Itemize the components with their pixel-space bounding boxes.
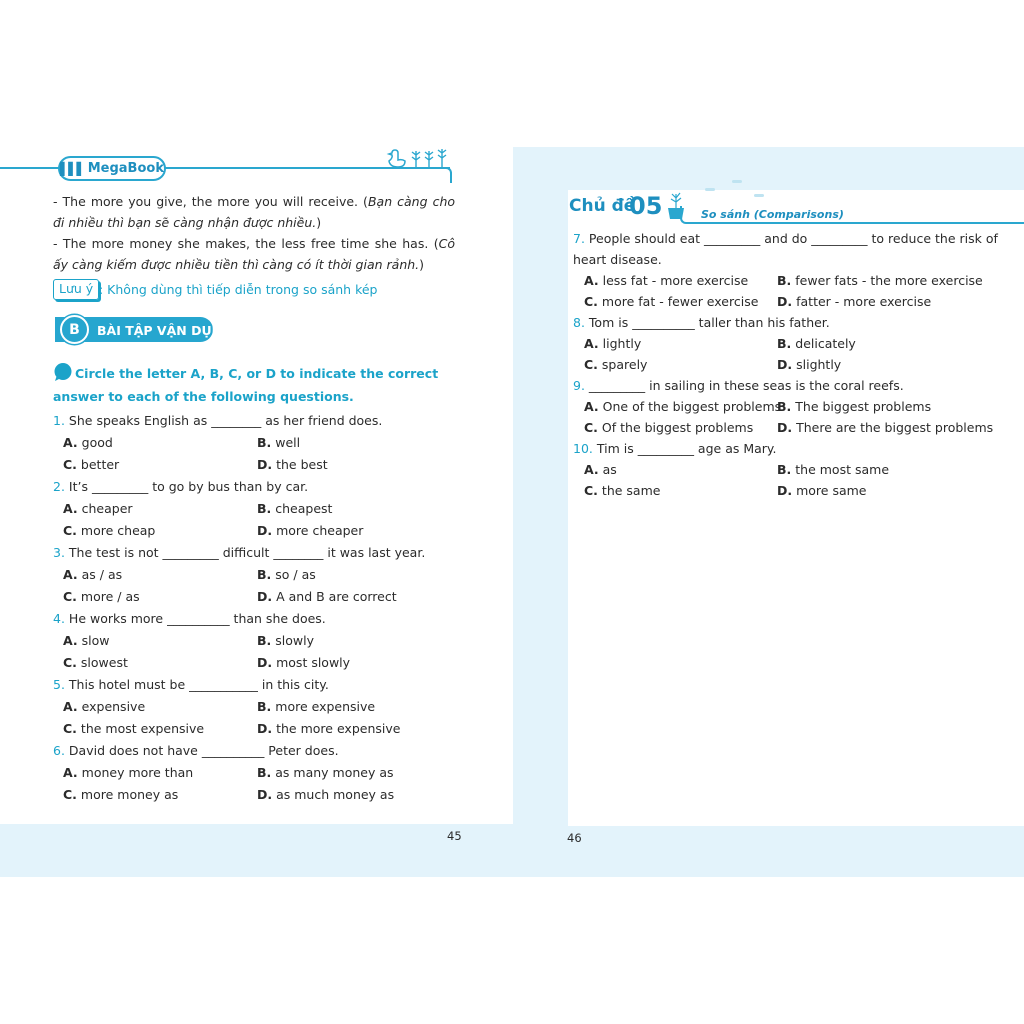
option-text: more cheaper — [276, 523, 364, 538]
page-number-left: 45 — [447, 829, 462, 843]
question-8-option-a[interactable] — [584, 338, 641, 351]
option-letter: D. — [257, 655, 273, 670]
question-4-option-b[interactable] — [257, 635, 314, 648]
question-8-option-b[interactable] — [777, 338, 856, 351]
option-text: better — [80, 457, 120, 472]
option-text: money more than — [81, 765, 194, 780]
option-text: less fat - more exercise — [602, 273, 749, 288]
footer-band — [0, 824, 1024, 877]
question-10-option-c[interactable] — [584, 485, 660, 498]
option-text: fatter - more exercise — [796, 294, 932, 309]
decor-dash — [754, 194, 764, 197]
question-9-option-d[interactable] — [777, 422, 993, 435]
question-number: 6. — [53, 743, 65, 758]
option-letter: C. — [63, 523, 77, 538]
question-6-option-a[interactable] — [63, 767, 193, 780]
option-letter: C. — [584, 420, 598, 435]
option-letter: B. — [257, 567, 272, 582]
option-letter: C. — [584, 357, 598, 372]
question-text: People should eat _________ and do _________ to reduce the risk of — [588, 231, 998, 246]
question-7-option-a[interactable] — [584, 275, 748, 288]
example-2-vietnamese: Cô ấy càng kiếm được nhiều tiền thì càng có ít thời gian rảnh. — [53, 236, 455, 272]
option-text: more same — [796, 483, 867, 498]
option-text: as / as — [81, 567, 123, 582]
example-1-vietnamese: Bạn càng cho đi nhiều thì bạn sẽ càng nhận được nhiều. — [53, 194, 456, 230]
question-text: The test is not _________ difficult ________ it was last year. — [68, 545, 426, 560]
option-letter: B. — [257, 765, 272, 780]
question-number: 8. — [573, 315, 585, 330]
option-text: Of the biggest problems — [601, 420, 754, 435]
option-text: delicately — [795, 336, 856, 351]
page-number-right: 46 — [567, 831, 582, 845]
option-text: the same — [601, 483, 661, 498]
option-letter: D. — [257, 589, 273, 604]
option-letter: B. — [257, 435, 272, 450]
question-9-stem — [573, 380, 904, 393]
question-text: This hotel must be ___________ in this city. — [68, 677, 329, 692]
brand-name: MegaBook — [87, 161, 164, 176]
question-8-option-d[interactable] — [777, 359, 841, 372]
option-letter: C. — [584, 294, 598, 309]
option-text: the most same — [795, 462, 890, 477]
instruction-text: Circle the letter A, B, C, or D to indicate the correct answer to each of the following questions. — [53, 366, 439, 404]
option-letter: A. — [584, 462, 599, 477]
decor-dash — [732, 180, 742, 183]
question-4-stem — [53, 613, 326, 626]
question-number: 9. — [573, 378, 585, 393]
question-7-option-d[interactable] — [777, 296, 931, 309]
question-10-option-a[interactable] — [584, 464, 617, 477]
question-number: 3. — [53, 545, 65, 560]
question-6-option-c[interactable] — [63, 789, 178, 802]
question-10-stem — [573, 443, 777, 456]
option-letter: D. — [777, 294, 793, 309]
option-letter: B. — [777, 336, 792, 351]
option-letter: A. — [63, 699, 78, 714]
option-text: cheaper — [81, 501, 133, 516]
option-text: There are the biggest problems — [796, 420, 994, 435]
question-number: 5. — [53, 677, 65, 692]
question-text: David does not have __________ Peter does. — [68, 743, 339, 758]
option-letter: C. — [63, 787, 77, 802]
option-letter: D. — [777, 357, 793, 372]
option-letter: A. — [584, 399, 599, 414]
option-letter: A. — [63, 501, 78, 516]
option-text: good — [81, 435, 113, 450]
option-text: as — [602, 462, 617, 477]
question-8-option-c[interactable] — [584, 359, 647, 372]
question-text: Tom is __________ taller than his father. — [588, 315, 830, 330]
question-3-option-a[interactable] — [63, 569, 122, 582]
option-text: as many money as — [275, 765, 394, 780]
option-text: cheapest — [275, 501, 333, 516]
plant-icon — [412, 149, 446, 167]
question-1-option-b[interactable] — [257, 437, 300, 450]
example-2 — [53, 233, 455, 275]
question-text: _________ in sailing in these seas is the coral reefs. — [588, 378, 904, 393]
option-letter: B. — [777, 399, 792, 414]
question-text: It’s _________ to go by bus than by car. — [68, 479, 309, 494]
example-2-english: - The more money she makes, the less free time she has. ( — [53, 236, 439, 251]
option-text: fewer fats - the more exercise — [795, 273, 983, 288]
option-letter: D. — [777, 483, 793, 498]
question-5-option-a[interactable] — [63, 701, 145, 714]
question-2-option-c[interactable] — [63, 525, 155, 538]
option-text: lightly — [602, 336, 642, 351]
question-7-option-b[interactable] — [777, 275, 983, 288]
option-text: The biggest problems — [795, 399, 932, 414]
option-text: more money as — [80, 787, 179, 802]
option-letter: D. — [257, 721, 273, 736]
option-text: expensive — [81, 699, 146, 714]
question-2-option-a[interactable] — [63, 503, 133, 516]
question-1-option-c[interactable] — [63, 459, 119, 472]
example-1 — [53, 191, 455, 233]
question-1-option-a[interactable] — [63, 437, 113, 450]
question-5-option-b[interactable] — [257, 701, 375, 714]
option-letter: C. — [63, 655, 77, 670]
option-letter: A. — [63, 567, 78, 582]
question-7-stem — [573, 233, 998, 246]
question-number: 4. — [53, 611, 65, 626]
question-3-option-b[interactable] — [257, 569, 316, 582]
option-text: slowest — [80, 655, 128, 670]
option-text: slowly — [275, 633, 314, 648]
option-letter: D. — [777, 420, 793, 435]
question-10-option-b[interactable] — [777, 464, 889, 477]
question-7-option-c[interactable] — [584, 296, 758, 309]
option-text: the best — [276, 457, 328, 472]
question-4-option-a[interactable] — [63, 635, 110, 648]
option-text: more expensive — [275, 699, 376, 714]
brand-logo — [58, 156, 166, 181]
option-text: A and B are correct — [276, 589, 397, 604]
note-text: : Không dùng thì tiếp diễn trong so sánh kép — [99, 282, 378, 297]
question-1-option-d[interactable] — [257, 459, 328, 472]
brand-mark-icon: ▌▌▌ — [60, 161, 85, 176]
example-2-close: ) — [419, 257, 425, 272]
topic-rule — [686, 222, 1024, 224]
option-text: more / as — [80, 589, 140, 604]
option-letter: B. — [257, 699, 272, 714]
question-9-option-b[interactable] — [777, 401, 931, 414]
option-letter: A. — [63, 765, 78, 780]
question-4-option-c[interactable] — [63, 657, 128, 670]
option-letter: B. — [777, 462, 792, 477]
question-2-option-b[interactable] — [257, 503, 332, 516]
instruction — [53, 362, 463, 408]
option-letter: C. — [63, 589, 77, 604]
question-2-stem — [53, 481, 308, 494]
question-1-stem — [53, 415, 382, 428]
option-text: so / as — [275, 567, 316, 582]
duck-plant-decoration — [386, 145, 452, 169]
option-text: slow — [81, 633, 110, 648]
question-text: Tim is _________ age as Mary. — [596, 441, 777, 456]
question-10-option-d[interactable] — [777, 485, 867, 498]
note-label: Lưu ý — [53, 279, 99, 300]
option-text: sparely — [601, 357, 648, 372]
option-text: more cheap — [80, 523, 156, 538]
question-8-stem — [573, 317, 830, 330]
question-9-option-c[interactable] — [584, 422, 753, 435]
question-3-option-d[interactable] — [257, 591, 397, 604]
question-number: 2. — [53, 479, 65, 494]
question-5-option-d[interactable] — [257, 723, 400, 736]
question-7-stem-cont: heart disease. — [573, 252, 662, 267]
option-letter: C. — [584, 483, 598, 498]
section-letter: B — [60, 315, 89, 344]
question-number: 10. — [573, 441, 593, 456]
option-text: most slowly — [276, 655, 351, 670]
option-text: well — [275, 435, 301, 450]
option-letter: A. — [584, 273, 599, 288]
question-9-option-a[interactable] — [584, 401, 781, 414]
question-6-option-d[interactable] — [257, 789, 394, 802]
option-letter: D. — [257, 787, 273, 802]
example-1-english: - The more you give, the more you will receive. ( — [53, 194, 368, 209]
question-text: He works more __________ than she does. — [68, 611, 326, 626]
option-letter: A. — [584, 336, 599, 351]
topic-label: Chủ đề — [569, 196, 636, 216]
option-text: more fat - fewer exercise — [601, 294, 759, 309]
question-6-stem — [53, 745, 339, 758]
question-5-stem — [53, 679, 329, 692]
option-text: as much money as — [276, 787, 395, 802]
topic-number: 05 — [629, 192, 663, 220]
option-letter: B. — [777, 273, 792, 288]
option-text: One of the biggest problems — [602, 399, 782, 414]
option-letter: B. — [257, 633, 272, 648]
topic-subtitle: So sánh (Comparisons) — [701, 208, 844, 221]
option-letter: C. — [63, 457, 77, 472]
option-text: slightly — [796, 357, 842, 372]
question-number: 7. — [573, 231, 585, 246]
question-5-option-c[interactable] — [63, 723, 204, 736]
option-text: the more expensive — [276, 721, 401, 736]
question-2-option-d[interactable] — [257, 525, 363, 538]
option-letter: B. — [257, 501, 272, 516]
example-1-close: ) — [316, 215, 322, 230]
question-text: She speaks English as ________ as her friend does. — [68, 413, 383, 428]
section-title: BÀI TẬP VẬN DỤNG — [97, 323, 233, 338]
header-rule-end — [446, 167, 452, 183]
question-number: 1. — [53, 413, 65, 428]
option-letter: A. — [63, 435, 78, 450]
question-3-option-c[interactable] — [63, 591, 140, 604]
option-letter: A. — [63, 633, 78, 648]
decor-dash — [705, 188, 715, 191]
duck-icon — [389, 150, 405, 167]
option-letter: C. — [63, 721, 77, 736]
option-letter: D. — [257, 523, 273, 538]
question-3-stem — [53, 547, 425, 560]
option-text: the most expensive — [80, 721, 205, 736]
option-letter: D. — [257, 457, 273, 472]
question-4-option-d[interactable] — [257, 657, 350, 670]
question-6-option-b[interactable] — [257, 767, 394, 780]
